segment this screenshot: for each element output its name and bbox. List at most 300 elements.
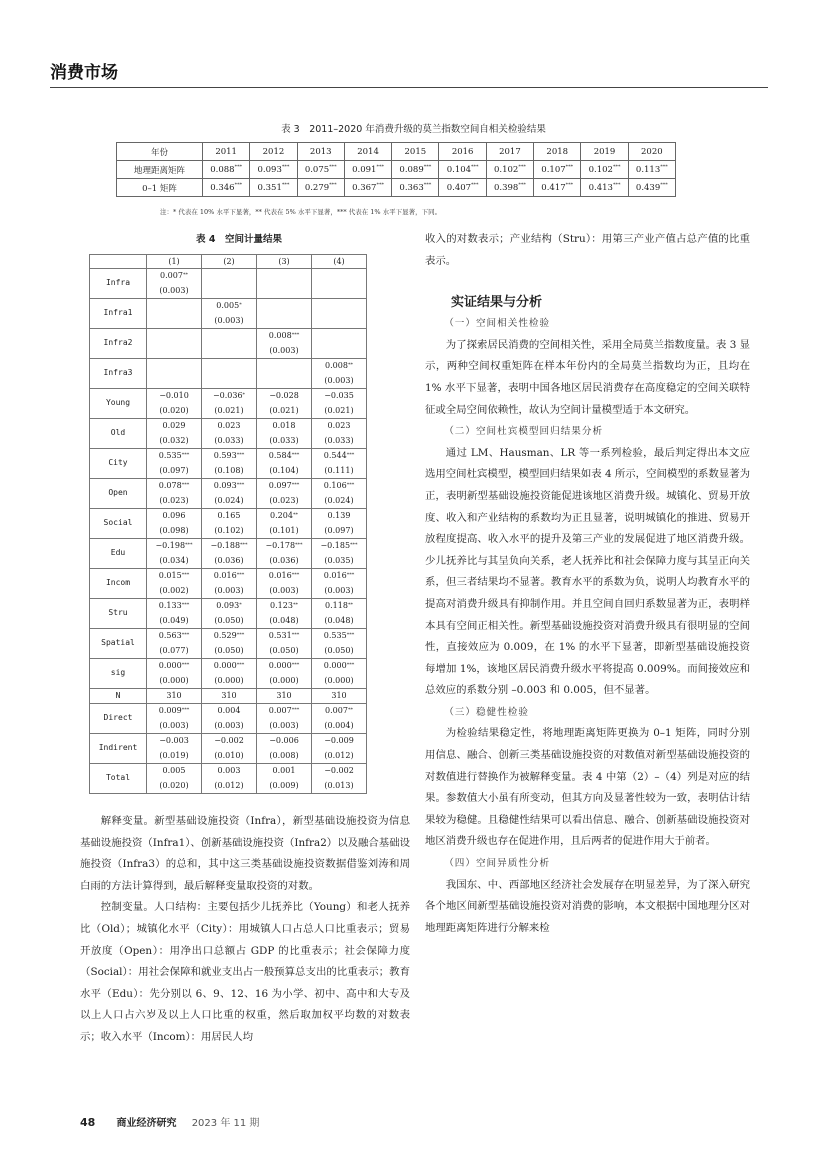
table4-cell [147,734,202,764]
coefficient-line [312,734,366,749]
coefficient-line [257,689,311,703]
table3-value: 0.091 [352,164,377,175]
table4-cell-empty [312,329,367,359]
coefficient-line [202,569,256,584]
journal-name: 商业经济研究 [116,1118,177,1129]
empty-line [312,314,366,329]
table3-value: 0.102 [588,164,613,175]
significance-stars: *** [181,632,190,638]
coefficient-line [202,479,256,494]
table4-row [90,389,367,419]
significance-stars: *** [346,452,355,458]
coefficient-line [257,704,311,719]
table4-cell [312,764,367,794]
table4-cell [147,539,202,569]
table4-caption: 表 4 空间计量结果 [196,234,282,245]
table4-cell [147,479,202,509]
coefficient: 0.005 [216,301,240,310]
table4-cell-empty [202,269,257,299]
standard-error: (0.097) [159,465,189,475]
standard-error: (0.003) [324,585,354,595]
table4-row [90,359,367,389]
table4-cell [202,479,257,509]
coefficient-line [147,704,201,719]
coefficient-line [147,419,201,434]
coefficient: −0.188 [210,541,241,550]
table3-header-year: 2016 [439,143,486,161]
paragraph-heterogeneity: 我国东、中、西部地区经济社会发展存在明显差异，为了深入研究各个地区间新型基础设施投资对消费的影响，本文根据中国地理分区对地理距离矩阵进行分解来检 [425,878,750,934]
significance-stars: *** [376,163,384,170]
coefficient: 310 [221,691,237,700]
standard-error: (0.023) [269,495,299,505]
coefficient: 0.000 [158,661,182,670]
significance-stars: *** [281,163,290,170]
coefficient: 0.008 [325,361,348,370]
standard-error: (0.013) [324,780,354,790]
table3-row-label: 0–1 矩阵 [117,179,203,197]
table3-cell [581,179,628,197]
table3 [116,142,676,197]
table4-cell [147,569,202,599]
significance-stars: *** [291,572,300,578]
table3-cell [392,161,439,179]
empty-line [312,284,366,299]
table3-value: 0.346 [210,182,235,193]
coefficient-line [202,659,256,674]
table4-cell [312,419,367,449]
coefficient-line [312,569,366,584]
significance-stars: *** [240,542,248,548]
table3-value: 0.279 [304,182,330,193]
coefficient-line [147,734,201,749]
empty-line [257,359,311,374]
coefficient-line [257,764,311,779]
coefficient: 0.000 [213,661,237,670]
standard-error: (0.108) [214,465,244,475]
table4-cell [202,419,257,449]
table3-header-year: 2013 [297,143,344,161]
table4-cell [257,329,312,359]
table4-cell-empty [257,269,312,299]
table4-row [90,509,367,539]
standard-error: (0.034) [159,555,189,565]
subsection-title-2: （二）空间杜宾模型回归结果分析 [444,426,604,438]
significance-stars: *** [181,452,190,458]
significance-stars: *** [234,181,243,188]
coefficient: 0.000 [323,661,347,670]
coefficient: 0.204 [270,511,293,520]
table4-cell [202,539,257,569]
table3-cell [392,179,439,197]
significance-stars: *** [346,662,355,668]
table3-value: 0.088 [210,164,235,175]
paragraph-spatial-correlation: 为了探索居民消费的空间相关性，采用全局莫兰指数度量。表 3 显示，两种空间权重矩阵在样本年份内的全局莫兰指数均为正，且均在 1% 水平下显著，表明中国各地区居民消费存在高度稳定的空间关联特征或全局空间依赖性，故认为空间计量模型适于本文研究。 [425,338,750,416]
paragraph-durbin-results: 通过 LM、Hausman、LR 等一系列检验，最后判定得出本文应选用空间杜宾模型，模型回归结果如表 4 所示，空间模型的系数显著为正，表明新型基础设施投资能促进该地区消费升级。城镇化、贸易开放度、收入和产业结构的系数均为正且显著，说明城镇化的推进、贸易开放程度提高、收入水平的提升及第三产业的发展促进了地区消费升级。少儿抚养比与其呈负向关系，老人抚养比和社会保障力度与其呈正向关系，但三者结果均不显著。教育水平的系数为负，说明人均教育水平的提高对消费升级具有抑制作用。并且空间自回归系数显著为正，表明样本具有空间正相关性。新型基础设施投资对消费升级具有很明显的空间性，直接效应为 0.009，在 1% 的水平下显著，即新型基础设施投资每增加 1%，该地区居民消费升级水平将提高 0.009%。而间接效应和总效应的系数分别 –0.003 和 0.005，但不显著。 [425,446,750,697]
significance-stars: *** [518,163,526,170]
coefficient-line [257,539,311,554]
empty-line [202,374,256,389]
coefficient-line [257,389,311,404]
standard-error: (0.002) [159,585,189,595]
paragraph-control-variables: 控制变量。人口结构：主要包括少儿抚养比（Young）和老人抚养比（Old）；城镇化水平（City）：用城镇人口占总人口比重表示；贸易开放度（Open）：用净出口总额占 GDP 的比重表示；社会保障力度（Social）：用社会保障和就业支出占一般预算总支出的比重表示；教育水平（Edu）：先分别以 6、9、12、16 为小学、初中、高中和大专及以上人口占六岁及以上人口比重的权重，然后取加权平均数的对数表示；收入水平（Incom）：用居民人均 [80,901,410,1043]
empty-line [257,314,311,329]
standard-error: (0.024) [324,495,354,505]
coefficient-line [202,389,256,404]
coefficient-line [257,629,311,644]
standard-error: (0.003) [159,720,189,730]
table4-cell [202,764,257,794]
standard-error: (0.101) [269,525,299,535]
table4-cell [147,509,202,539]
table3-header-year: 2020 [628,143,675,161]
table4-cell [312,509,367,539]
table3-value: 0.363 [399,182,424,193]
coefficient: 0.096 [162,511,186,520]
standard-error: (0.104) [269,465,299,475]
standard-error: (0.049) [159,615,189,625]
table4-cell [202,689,257,704]
standard-error: (0.012) [214,780,244,790]
table4-cell [147,599,202,629]
paragraph-explanatory-variable: 解释变量。新型基础设施投资（Infra），新型基础设施投资为信息基础设施投资（Infra1）、创新基础设施投资（Infra2）以及融合基础设施投资（Infra3）的总和，其中这三类基础设施投资数据借鉴刘涛和周白雨的方法计算得到，最后解释变量取投资的对数。 [80,815,410,892]
empty-line [147,299,201,314]
table4-cell [147,689,202,704]
table4-row-label: Infra1 [90,299,147,329]
significance-stars: ** [182,272,188,278]
table3-header-row [117,143,676,161]
table4-row [90,479,367,509]
empty-line [257,374,311,389]
table4-row-label: Direct [90,704,147,734]
standard-error: (0.003) [214,315,244,325]
empty-line [202,284,256,299]
standard-error: (0.000) [159,675,189,685]
significance-stars: *** [234,163,243,170]
significance-stars: *** [612,163,621,170]
table4-cell [147,764,202,794]
table4-cell [147,704,202,734]
table4-row-label: Edu [90,539,147,569]
significance-stars: *** [236,662,245,668]
table4-cell [147,389,202,419]
subsection-title-1: （一）空间相关性检验 [444,318,551,330]
table3-header-year: 2011 [203,143,250,161]
table4-cell-empty [202,359,257,389]
significance-stars: *** [660,181,668,188]
coefficient: −0.009 [324,736,354,745]
significance-stars: *** [185,542,193,548]
coefficient: −0.035 [324,391,354,400]
table4-cell [257,509,312,539]
empty-line [202,344,256,359]
standard-error: (0.021) [324,405,354,415]
coefficient-line [147,569,201,584]
table3-value: 0.413 [588,182,613,193]
coefficient-line [147,389,201,404]
table4-cell [312,479,367,509]
table4-cell [147,269,202,299]
coefficient-line [202,704,256,719]
coefficient-line [202,449,256,464]
standard-error: (0.003) [214,720,244,730]
significance-stars: *** [329,181,337,188]
table4-cell [257,629,312,659]
table3-cell [439,179,486,197]
coefficient-line [312,359,366,374]
table3-row [117,161,676,179]
table4-cell [312,449,367,479]
coefficient-line [147,509,201,524]
significance-stars: ** [292,512,298,518]
table4-cell [257,734,312,764]
significance-stars: *** [291,662,300,668]
table3-value: 0.107 [541,164,566,175]
table4-row [90,449,367,479]
coefficient: 0.093 [213,481,237,490]
coefficient-line [257,449,311,464]
coefficient: −0.002 [324,766,354,775]
coefficient-line [147,659,201,674]
empty-line [312,299,366,314]
significance-stars: *** [329,163,337,170]
significance-stars: *** [295,542,303,548]
coefficient: −0.002 [214,736,244,745]
coefficient-line [147,599,201,614]
coefficient-line [257,734,311,749]
coefficient-line [147,449,201,464]
table4-cell [312,599,367,629]
table3-header-year: 2019 [581,143,628,161]
table4-row-label: City [90,449,147,479]
coefficient-line [147,269,201,284]
table4-header-column: (4) [312,255,367,269]
table4-cell-empty [147,359,202,389]
significance-stars: *** [291,707,300,713]
standard-error: (0.077) [159,645,189,655]
standard-error: (0.020) [159,780,189,790]
coefficient: 310 [276,691,292,700]
significance-stars: * [239,302,242,308]
table4-cell [257,764,312,794]
table4-row-label: Social [90,509,147,539]
coefficient: 0.093 [216,601,240,610]
standard-error: (0.009) [269,780,299,790]
coefficient: 0.008 [268,331,292,340]
table3-value: 0.351 [257,182,282,193]
significance-stars: *** [565,163,574,170]
table3-header-year: 2017 [486,143,533,161]
table4-cell [257,539,312,569]
coefficient-line [312,479,366,494]
standard-error: (0.102) [214,525,244,535]
standard-error: (0.003) [269,585,299,595]
coefficient: 0.133 [158,601,182,610]
table3-caption: 表 3 2011–2020 年消费升级的莫兰指数空间自相关检验结果 [281,124,546,135]
significance-stars: *** [471,181,479,188]
coefficient: 0.007 [325,706,348,715]
table3-note: 注：* 代表在 10% 水平下显著，** 代表在 5% 水平下显著，*** 代表在 1% 水平下显著，下同。 [160,208,442,216]
table4-cell [312,389,367,419]
table4-cell [257,389,312,419]
coefficient: 0.009 [158,706,182,715]
significance-stars: *** [350,542,358,548]
coefficient: 0.029 [162,421,186,430]
coefficient: 0.593 [213,451,237,460]
coefficient-line [312,689,366,703]
table3-cell [439,161,486,179]
table4-cell-empty [147,299,202,329]
table3-header-label: 年份 [117,143,203,161]
empty-line [312,269,366,284]
standard-error: (0.000) [269,675,299,685]
table4-row [90,569,367,599]
table4-row [90,539,367,569]
empty-line [257,269,311,284]
coefficient-line [257,599,311,614]
standard-error: (0.003) [269,345,299,355]
coefficient: 0.097 [268,481,292,490]
table4-cell-empty [147,329,202,359]
coefficient-line [147,764,201,779]
table4-row-label: Spatial [90,629,147,659]
standard-error: (0.024) [214,495,244,505]
coefficient-line [147,539,201,554]
coefficient: 0.004 [217,706,241,715]
table3-cell [581,161,628,179]
table4-cell-empty [257,299,312,329]
significance-stars: *** [281,181,290,188]
coefficient: 0.007 [268,706,292,715]
coefficient: 0.529 [213,631,237,640]
coefficient: 0.000 [268,661,292,670]
significance-stars: *** [181,602,190,608]
table4-row-label: sig [90,659,147,689]
coefficient: −0.036 [212,391,243,400]
table4-cell [312,569,367,599]
table4-row-label: Indirent [90,734,147,764]
table3-value: 0.113 [635,164,661,175]
coefficient: 0.139 [327,511,351,520]
coefficient: 0.003 [217,766,241,775]
coefficient-line [202,509,256,524]
significance-stars: *** [181,707,190,713]
significance-stars: *** [291,632,300,638]
table4-cell [257,449,312,479]
table3-header-year: 2015 [392,143,439,161]
empty-line [147,329,201,344]
coefficient-line [312,659,366,674]
empty-line [147,374,201,389]
table4-cell [257,479,312,509]
table3-cell [203,179,250,197]
table4-row [90,299,367,329]
coefficient: 0.106 [323,481,347,490]
table4-cell [312,734,367,764]
table3-value: 0.398 [494,182,519,193]
page-footer [80,1114,259,1129]
table3-header-year: 2014 [344,143,391,161]
table4-cell-empty [257,359,312,389]
standard-error: (0.020) [159,405,189,415]
coefficient: 0.016 [213,571,237,580]
standard-error: (0.050) [324,645,354,655]
standard-error: (0.021) [214,405,244,415]
table3-value: 0.407 [446,182,472,193]
coefficient-line [312,704,366,719]
coefficient-line [257,659,311,674]
coefficient-line [257,479,311,494]
coefficient-line [202,734,256,749]
coefficient: 0.078 [158,481,182,490]
coefficient-line [202,539,256,554]
significance-stars: * [239,602,242,608]
coefficient: 0.165 [217,511,241,520]
coefficient-line [312,449,366,464]
coefficient: 0.023 [327,421,351,430]
coefficient-line [202,689,256,703]
coefficient-line [312,539,366,554]
significance-stars: *** [660,163,668,170]
standard-error: (0.019) [159,750,189,760]
table4-row [90,704,367,734]
table4-cell [257,599,312,629]
table4-cell [147,629,202,659]
standard-error: (0.003) [214,585,244,595]
table4-cell [202,659,257,689]
significance-stars: ** [347,707,353,713]
page-number: 48 [80,1116,96,1129]
table3-cell [344,161,391,179]
table4-row-label: Infra3 [90,359,147,389]
table4-cell [257,704,312,734]
coefficient: 0.016 [268,571,292,580]
right-column [425,229,750,939]
table3-cell [534,179,581,197]
table3-value: 0.093 [257,164,282,175]
empty-line [257,299,311,314]
coefficient-line [202,764,256,779]
coefficient: 310 [166,691,182,700]
table4-cell [202,734,257,764]
table4-header-blank [90,255,147,269]
empty-line [312,329,366,344]
table4-cell [312,629,367,659]
table4-cell [257,569,312,599]
standard-error: (0.021) [269,405,299,415]
coefficient: 0.584 [268,451,292,460]
table4-cell [202,569,257,599]
standard-error: (0.048) [269,615,299,625]
left-column [80,811,410,1049]
table3-value: 0.075 [304,164,330,175]
section-title: 实证结果与分析 [451,295,543,311]
table3-row-label: 地理距离矩阵 [117,161,203,179]
table3-cell [486,179,533,197]
table4-cell [147,449,202,479]
table4-header-column: (1) [147,255,202,269]
table3-cell [250,161,297,179]
significance-stars: *** [236,572,245,578]
subsection-title-3: （三）稳健性检验 [444,706,529,718]
coefficient: 0.531 [268,631,292,640]
coefficient: 0.535 [323,631,347,640]
standard-error: (0.033) [269,435,299,445]
empty-line [202,329,256,344]
table4-row-label: Total [90,764,147,794]
coefficient: 0.118 [325,601,348,610]
significance-stars: *** [423,163,432,170]
significance-stars: *** [346,482,355,488]
